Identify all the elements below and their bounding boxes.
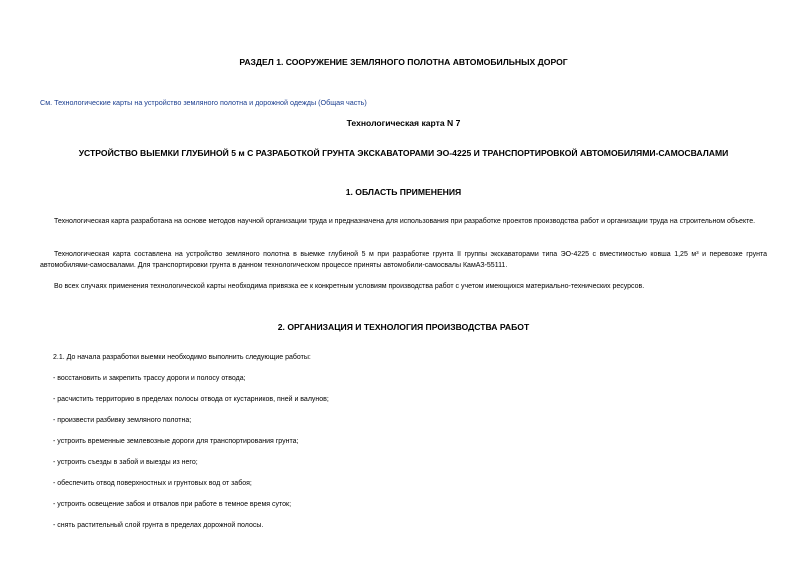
list-item: - восстановить и закрепить трассу дороги и полосу отвода;	[53, 375, 246, 382]
scope-paragraph-2: Технологическая карта составлена на устройство земляного полотна в выемке глубиной 5 м при разработке грунта II группы экскаваторами типа ЭО-4225 с вместимостью ковша 1,25 м³ и перевозке грунта автомобилями-самосвалами. Для транспортировки грунта в данном технологическом процессе приняты автомобили-самосвалы КамАЗ-55111.	[40, 251, 767, 269]
card-number: Технологическая карта N 7	[346, 118, 461, 128]
see-also-link[interactable]: См. Технологические карты на устройство земляного полотна и дорожной одежды (Общая часть)	[40, 98, 367, 107]
list-item: - устроить съезды в забой и выезды из него;	[53, 459, 198, 466]
scope-paragraph-1: Технологическая карта разработана на основе методов научной организации труда и предназначена для использования при разработке проектов производства работ и организации труда на строительном объекте.	[54, 218, 756, 225]
list-item: - устроить освещение забоя и отвалов при работе в темное время суток;	[53, 501, 292, 508]
list-item: - устроить временные землевозные дороги для транспортирования грунта;	[53, 438, 299, 445]
list-item: - снять растительный слой грунта в пределах дорожной полосы.	[53, 522, 264, 529]
list-item: - произвести разбивку земляного полотна;	[53, 417, 192, 424]
scope-paragraph-3: Во всех случаях применения технологической карты необходима привязка ее к конкретным условиям производства работ с учетом имеющихся материально-технических ресурсов.	[54, 283, 645, 290]
section-heading: РАЗДЕЛ 1. СООРУЖЕНИЕ ЗЕМЛЯНОГО ПОЛОТНА АВТОМОБИЛЬНЫХ ДОРОГ	[239, 57, 568, 67]
organization-heading: 2. ОРГАНИЗАЦИЯ И ТЕХНОЛОГИЯ ПРОИЗВОДСТВА РАБОТ	[277, 322, 530, 332]
list-item: - обеспечить отвод поверхностных и грунтовых вод от забоя;	[53, 480, 252, 487]
card-title: УСТРОЙСТВО ВЫЕМКИ ГЛУБИНОЙ 5 м С РАЗРАБОТКОЙ ГРУНТА ЭКСКАВАТОРАМИ ЭО-4225 И ТРАНСПОРТИРОВКОЙ АВТОМОБИЛЯМИ-САМОСВАЛАМИ	[78, 148, 729, 158]
list-item: - расчистить территорию в пределах полосы отвода от кустарников, пней и валунов;	[53, 396, 329, 403]
organization-intro: 2.1. До начала разработки выемки необходимо выполнить следующие работы:	[53, 354, 311, 361]
scope-heading: 1. ОБЛАСТЬ ПРИМЕНЕНИЯ	[345, 187, 462, 197]
